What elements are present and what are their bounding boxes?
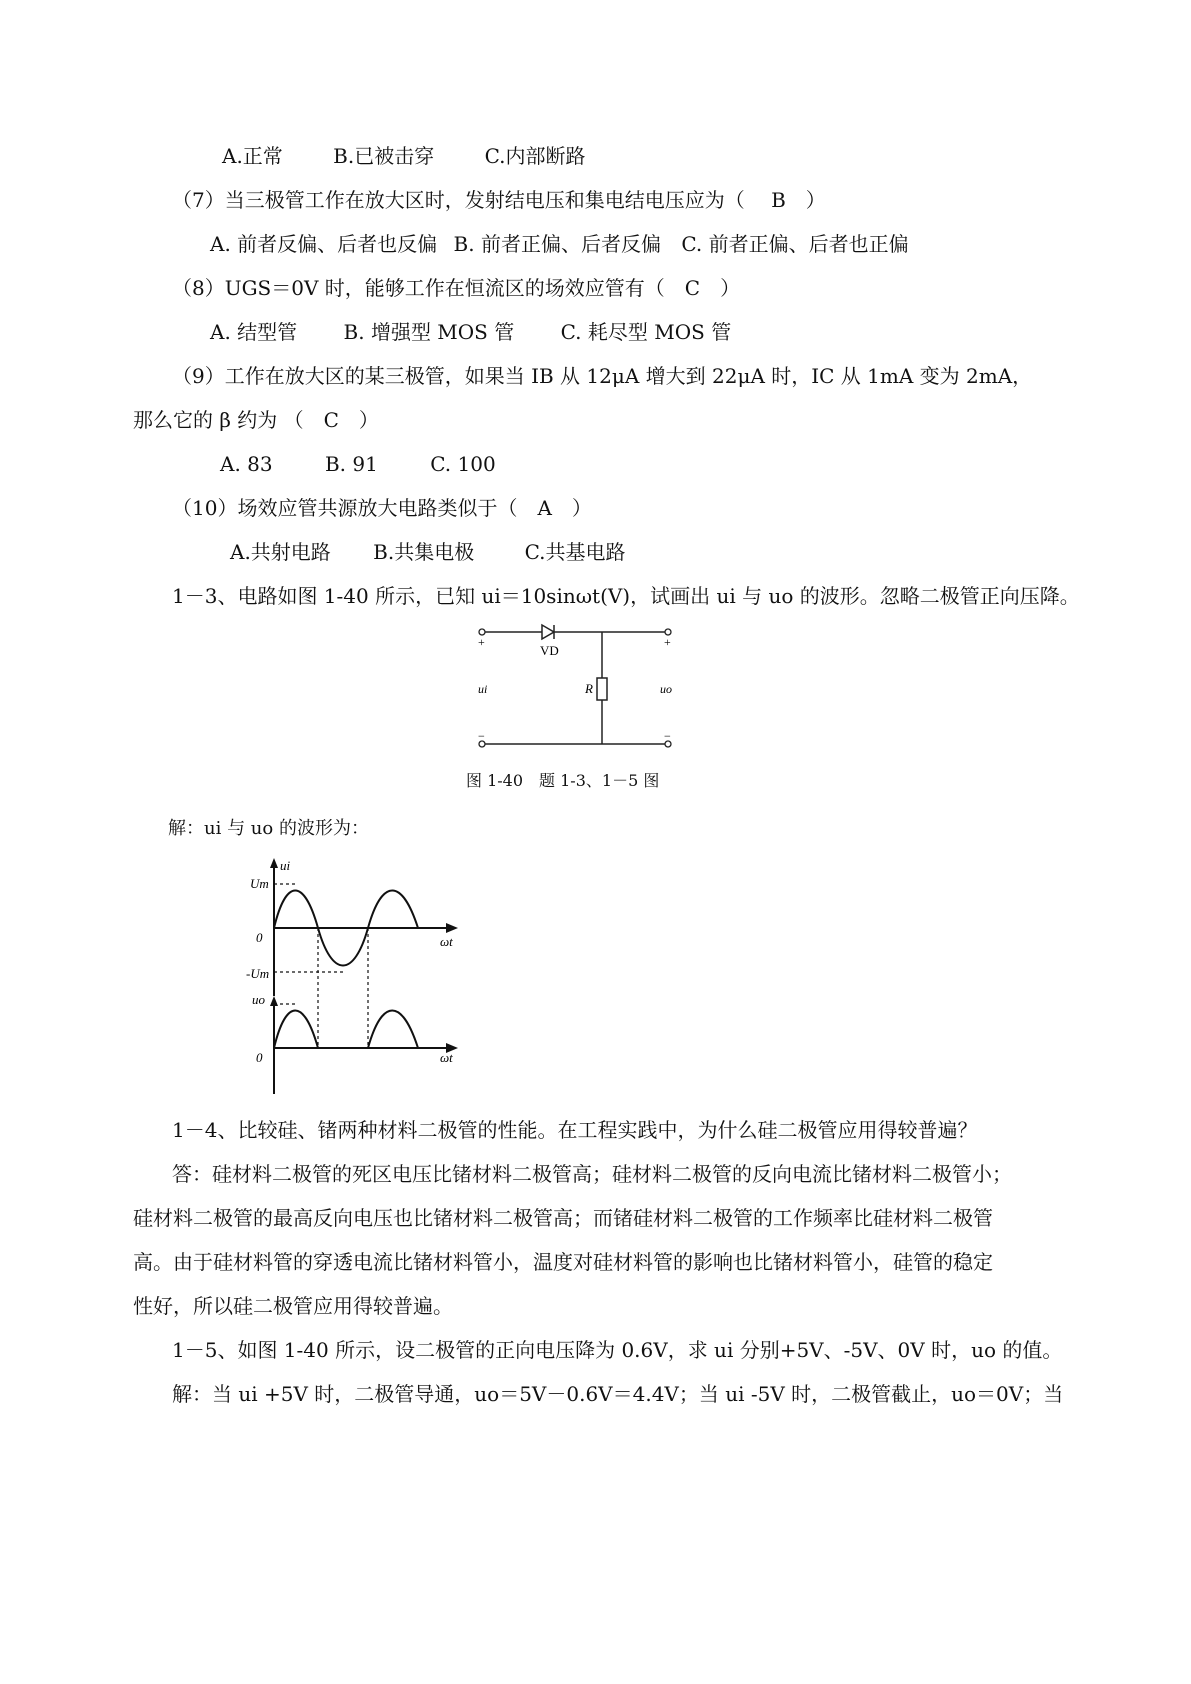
option-a: A.共射电路 bbox=[230, 540, 331, 564]
option-c: C.共基电路 bbox=[524, 540, 626, 564]
option-a: A.正常 bbox=[222, 144, 283, 168]
input-voltage-label: ui bbox=[478, 682, 488, 696]
origin-label-bottom: 0 bbox=[256, 1050, 263, 1065]
ui-axis-label: ui bbox=[280, 858, 291, 873]
resistor-label: R bbox=[585, 681, 593, 696]
circuit-diagram bbox=[470, 618, 700, 758]
solution-1-3: 解：ui 与 uo 的波形为： bbox=[168, 818, 369, 839]
um-positive-label: Um bbox=[250, 876, 269, 891]
problem-1-4: 1－4、比较硅、锗两种材料二极管的性能。在工程实践中，为什么硅二极管应用得较普遍？ bbox=[172, 1118, 978, 1142]
question-9-line-2: 那么它的 β 约为 （ C ） bbox=[133, 408, 379, 432]
ui-axis-arrow bbox=[270, 858, 278, 868]
q7-options bbox=[210, 230, 909, 258]
output-minus: − bbox=[664, 729, 671, 743]
answer-1-4-line-3: 高。由于硅材料管的穿透电流比锗材料管小，温度对硅材料管的影响也比锗材料管小，硅管的稳定 bbox=[133, 1250, 993, 1274]
q6-options bbox=[222, 142, 586, 170]
problem-1-3: 1－3、电路如图 1-40 所示，已知 ui＝10sinωt(V)，试画出 ui 与 uo 的波形。忽略二极管正向压降。 bbox=[172, 584, 1080, 608]
wt-axis-label-top: ωt bbox=[440, 934, 453, 949]
resistor-symbol bbox=[597, 678, 607, 700]
question-10: （10）场效应管共源放大电路类似于（ A ） bbox=[172, 496, 592, 520]
option-a: A. 结型管 bbox=[210, 320, 298, 344]
answer-1-4-line-2: 硅材料二极管的最高反向电压也比锗材料二极管高；而锗硅材料二极管的工作频率比硅材料二极管 bbox=[133, 1206, 993, 1230]
option-c: C.内部断路 bbox=[484, 144, 586, 168]
solution-1-5: 解：当 ui +5V 时，二极管导通，uo＝5V－0.6V＝4.4V；当 ui -5V 时，二极管截止，uo＝0V；当 bbox=[172, 1382, 1064, 1406]
option-a: A. 83 bbox=[220, 452, 273, 476]
option-c: C. 耗尽型 MOS 管 bbox=[560, 320, 732, 344]
uo-half-wave bbox=[274, 1011, 418, 1049]
option-a: A. 前者反偏、后者也反偏 bbox=[210, 232, 438, 256]
answer-1-4-line-4: 性好，所以硅二极管应用得较普遍。 bbox=[133, 1294, 453, 1318]
output-voltage-label: uo bbox=[660, 682, 672, 696]
output-plus: + bbox=[664, 635, 671, 649]
q10-options bbox=[230, 538, 626, 566]
input-plus: + bbox=[478, 635, 485, 649]
origin-label-top: 0 bbox=[256, 930, 263, 945]
wt-axis-arrow-top bbox=[446, 923, 458, 933]
q9-options bbox=[220, 450, 496, 478]
option-b: B. 91 bbox=[324, 452, 378, 476]
diode-label: VD bbox=[540, 643, 559, 658]
option-b: B. 增强型 MOS 管 bbox=[343, 320, 515, 344]
question-9-line-1: （9）工作在放大区的某三极管，如果当 IB 从 12μA 增大到 22μA 时，IC 从 1mA 变为 2mA， bbox=[172, 364, 1033, 388]
answer-1-4-line-1: 答：硅材料二极管的死区电压比锗材料二极管高；硅材料二极管的反向电流比锗材料二极管小； bbox=[172, 1162, 1012, 1186]
option-b: B.共集电极 bbox=[373, 540, 475, 564]
question-7: （7）当三极管工作在放大区时，发射结电压和集电结电压应为（ B ） bbox=[172, 188, 826, 212]
figure-caption: 图 1-40 题 1-3、1－5 图 bbox=[466, 771, 660, 790]
option-b: B. 前者正偏、后者反偏 bbox=[453, 232, 661, 256]
input-minus: − bbox=[478, 729, 485, 743]
waveform-diagram bbox=[244, 856, 474, 1096]
uo-axis-label: uo bbox=[252, 992, 265, 1007]
question-8: （8）UGS＝0V 时，能够工作在恒流区的场效应管有（ C ） bbox=[172, 276, 741, 300]
option-c: C. 100 bbox=[430, 452, 496, 476]
option-c: C. 前者正偏、后者也正偏 bbox=[681, 232, 909, 256]
option-b: B.已被击穿 bbox=[333, 144, 435, 168]
q8-options bbox=[210, 318, 731, 346]
problem-1-5: 1－5、如图 1-40 所示，设二极管的正向电压降为 0.6V，求 ui 分别+5V、-5V、0V 时，uo 的值。 bbox=[172, 1338, 1063, 1362]
wt-axis-label-bottom: ωt bbox=[440, 1050, 453, 1065]
diode-symbol bbox=[542, 625, 554, 639]
um-negative-label: -Um bbox=[246, 966, 270, 981]
